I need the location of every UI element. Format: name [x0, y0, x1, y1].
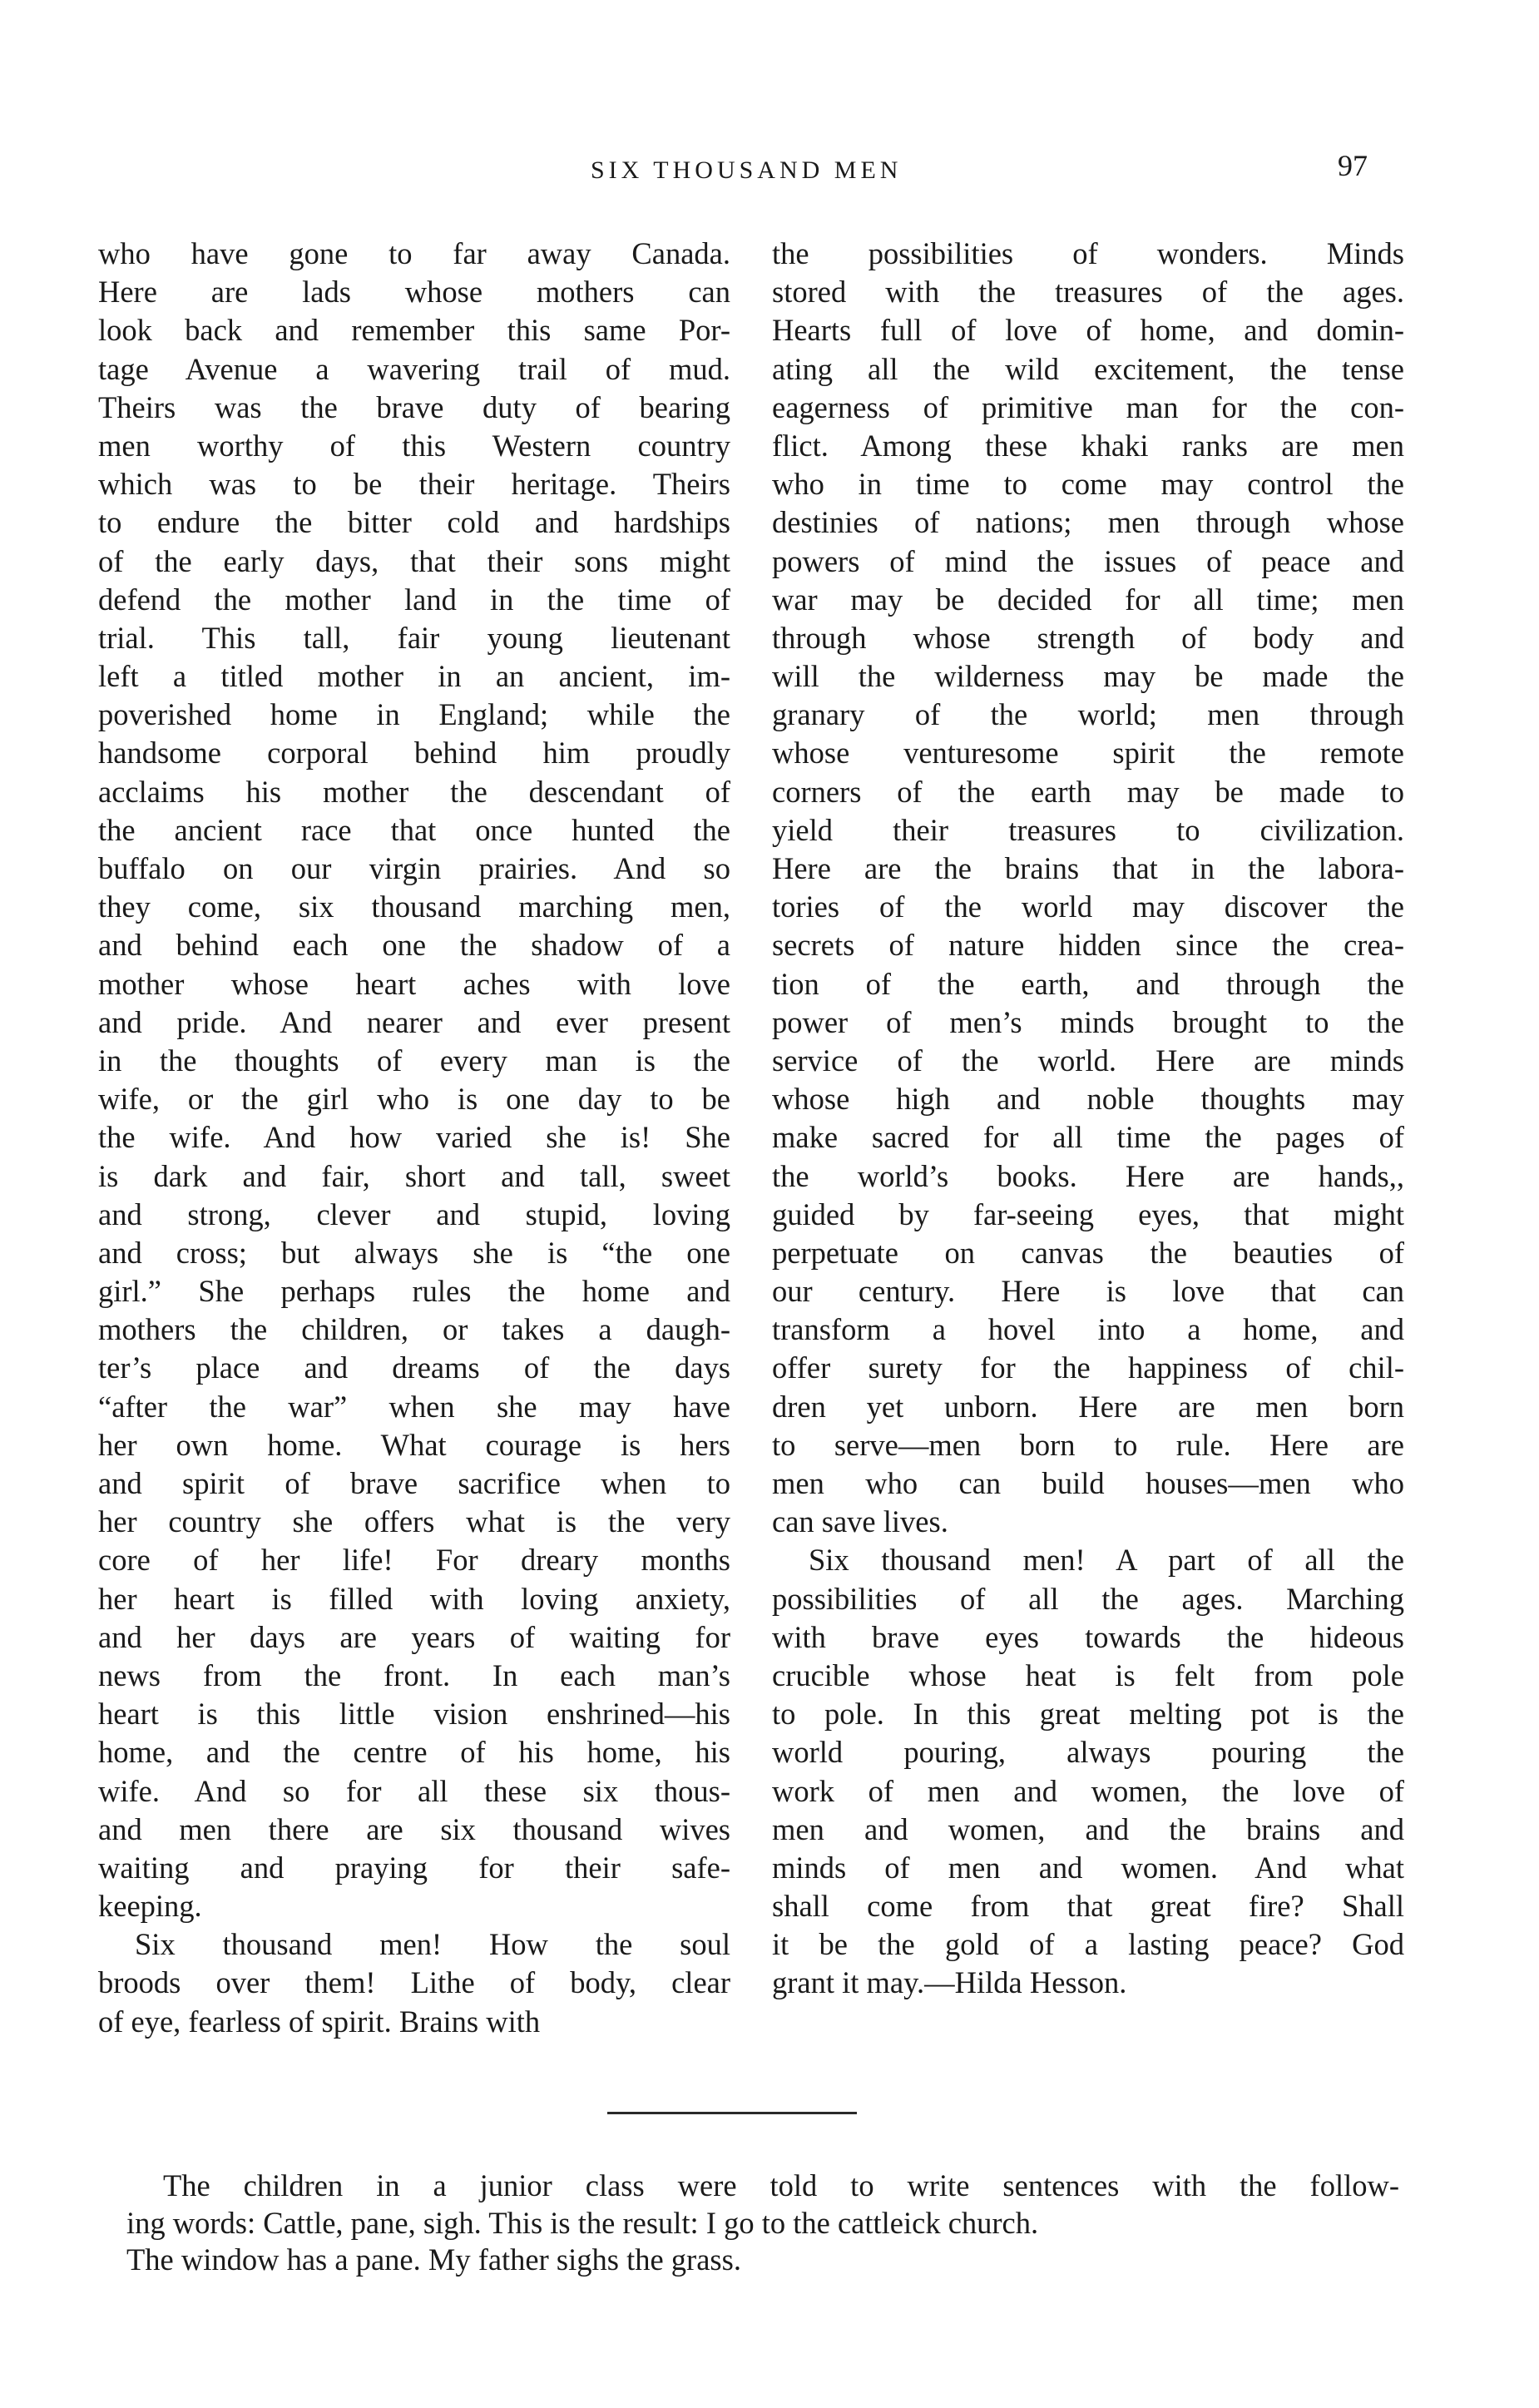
text-line: defend the mother land in the time of: [98, 582, 730, 617]
footnote-line: The window has a pane. My father sighs the grass.: [126, 2242, 741, 2277]
text-line: tories of the world may discover the: [772, 889, 1404, 924]
page-number: 97: [1338, 149, 1368, 182]
text-line: mothers the children, or takes a daugh-: [98, 1312, 730, 1347]
text-line: Theirs was the brave duty of bearing: [98, 389, 730, 424]
text-line: dren yet unborn. Here are men born: [772, 1389, 1404, 1424]
text-line: which was to be their heritage. Theirs: [98, 467, 730, 502]
text-line: our century. Here is love that can: [772, 1274, 1404, 1309]
text-line: corners of the earth may be made to: [772, 774, 1404, 809]
text-line: and her days are years of waiting for: [98, 1619, 730, 1654]
text-line: to pole. In this great melting pot is the: [772, 1697, 1404, 1732]
text-line: Six thousand men! A part of all the: [809, 1543, 1404, 1578]
text-line: of the early days, that their sons might: [98, 543, 730, 578]
text-line: men who can build houses—men who: [772, 1466, 1404, 1500]
text-line: minds of men and women. And what: [772, 1850, 1404, 1885]
text-line: to serve—men born to rule. Here are: [772, 1427, 1404, 1462]
text-line: who in time to come may control the: [772, 467, 1404, 502]
text-line: Hearts full of love of home, and domin-: [772, 313, 1404, 348]
footnote-line: The children in a junior class were told to write sentences with the follow-: [163, 2168, 1399, 2202]
text-line: make sacred for all time the pages of: [772, 1120, 1404, 1155]
text-line: look back and remember this same Por-: [98, 313, 730, 348]
text-line: broods over them! Lithe of body, clear: [98, 1965, 730, 2000]
text-line: her country she offers what is the very: [98, 1504, 730, 1539]
text-line: possibilities of all the ages. Marching: [772, 1581, 1404, 1616]
text-line: wife, or the girl who is one day to be: [98, 1082, 730, 1117]
text-line: transform a hovel into a home, and: [772, 1312, 1404, 1347]
text-line: perpetuate on canvas the beauties of: [772, 1235, 1404, 1270]
text-line: work of men and women, the love of: [772, 1773, 1404, 1808]
text-line: acclaims his mother the descendant of: [98, 774, 730, 809]
section-divider: [607, 2112, 857, 2114]
text-line: yield their treasures to civilization.: [772, 812, 1404, 847]
text-line: trial. This tall, fair young lieutenant: [98, 620, 730, 655]
text-line: it be the gold of a lasting peace? God: [772, 1927, 1404, 1962]
text-line: in the thoughts of every man is the: [98, 1043, 730, 1078]
text-line: power of men’s minds brought to the: [772, 1004, 1404, 1039]
text-line: and strong, clever and stupid, loving: [98, 1197, 730, 1231]
text-line: crucible whose heat is felt from pole: [772, 1657, 1404, 1692]
text-line: war may be decided for all time; men: [772, 582, 1404, 617]
text-line: waiting and praying for their safe-: [98, 1850, 730, 1885]
text-line: through whose strength of body and: [772, 620, 1404, 655]
text-line: her heart is filled with loving anxiety,: [98, 1581, 730, 1616]
text-line: eagerness of primitive man for the con-: [772, 389, 1404, 424]
text-line: heart is this little vision enshrined—his: [98, 1697, 730, 1732]
text-line: left a titled mother in an ancient, im-: [98, 659, 730, 694]
text-line: granary of the world; men through: [772, 697, 1404, 732]
text-line: keeping.: [98, 1889, 202, 1924]
text-line: tion of the earth, and through the: [772, 966, 1404, 1001]
text-line: with brave eyes towards the hideous: [772, 1619, 1404, 1654]
text-line: guided by far-seeing eyes, that might: [772, 1197, 1404, 1231]
text-line: poverished home in England; while the: [98, 697, 730, 732]
text-line: core of her life! For dreary months: [98, 1543, 730, 1578]
text-line: destinies of nations; men through whose: [772, 505, 1404, 540]
text-line: the ancient race that once hunted the: [98, 812, 730, 847]
text-line: mother whose heart aches with love: [98, 966, 730, 1001]
left-column: [98, 235, 730, 2041]
text-line: men and women, and the brains and: [772, 1811, 1404, 1846]
text-line: and behind each one the shadow of a: [98, 928, 730, 963]
text-line: Here are lads whose mothers can: [98, 275, 730, 310]
footnote: [126, 2168, 1399, 2279]
text-line: tage Avenue a wavering trail of mud.: [98, 351, 730, 386]
text-line: offer surety for the happiness of chil-: [772, 1350, 1404, 1385]
text-line: news from the front. In each man’s: [98, 1657, 730, 1692]
text-line: the world’s books. Here are hands,,: [772, 1158, 1404, 1193]
text-line: is dark and fair, short and tall, sweet: [98, 1158, 730, 1193]
running-head: SIX THOUSAND MEN: [591, 156, 903, 184]
right-column: [772, 235, 1404, 2003]
text-line: the possibilities of wonders. Minds: [772, 236, 1404, 270]
text-line: will the wilderness may be made the: [772, 659, 1404, 694]
text-line: home, and the centre of his home, his: [98, 1735, 730, 1770]
text-line: whose venturesome spirit the remote: [772, 736, 1404, 770]
text-line: ter’s place and dreams of the days: [98, 1350, 730, 1385]
text-line: can save lives.: [772, 1504, 948, 1539]
text-line: girl.” She perhaps rules the home and: [98, 1274, 730, 1309]
text-line: of eye, fearless of spirit. Brains with: [98, 2004, 541, 2039]
text-line: the wife. And how varied she is! She: [98, 1120, 730, 1155]
text-line: they come, six thousand marching men,: [98, 889, 730, 924]
footnote-line: ing words: Cattle, pane, sigh. This is the result: I go to the cattleick church.: [126, 2205, 1039, 2240]
text-line: and pride. And nearer and ever present: [98, 1004, 730, 1039]
text-line: to endure the bitter cold and hardships: [98, 505, 730, 540]
text-line: and men there are six thousand wives: [98, 1811, 730, 1846]
text-line: Here are the brains that in the labora-: [772, 851, 1404, 885]
text-line: powers of mind the issues of peace and: [772, 543, 1404, 578]
text-line: whose high and noble thoughts may: [772, 1082, 1404, 1117]
text-line: flict. Among these khaki ranks are men: [772, 428, 1404, 463]
text-line: ating all the wild excitement, the tense: [772, 351, 1404, 386]
text-line: who have gone to far away Canada.: [98, 236, 730, 270]
text-line: “after the war” when she may have: [98, 1389, 730, 1424]
text-line: men worthy of this Western country: [98, 428, 730, 463]
text-line: her own home. What courage is hers: [98, 1427, 730, 1462]
text-line: world pouring, always pouring the: [772, 1735, 1404, 1770]
text-line: and spirit of brave sacrifice when to: [98, 1466, 730, 1500]
text-line: and cross; but always she is “the one: [98, 1235, 730, 1270]
text-line: handsome corporal behind him proudly: [98, 736, 730, 770]
text-line: Six thousand men! How the soul: [135, 1927, 730, 1962]
text-line: secrets of nature hidden since the crea-: [772, 928, 1404, 963]
text-line: service of the world. Here are minds: [772, 1043, 1404, 1078]
text-line: buffalo on our virgin prairies. And so: [98, 851, 730, 885]
text-line: wife. And so for all these six thous-: [98, 1773, 730, 1808]
text-line: shall come from that great fire? Shall: [772, 1889, 1404, 1924]
text-line: stored with the treasures of the ages.: [772, 275, 1404, 310]
text-line: grant it may.—Hilda Hesson.: [772, 1965, 1127, 2000]
